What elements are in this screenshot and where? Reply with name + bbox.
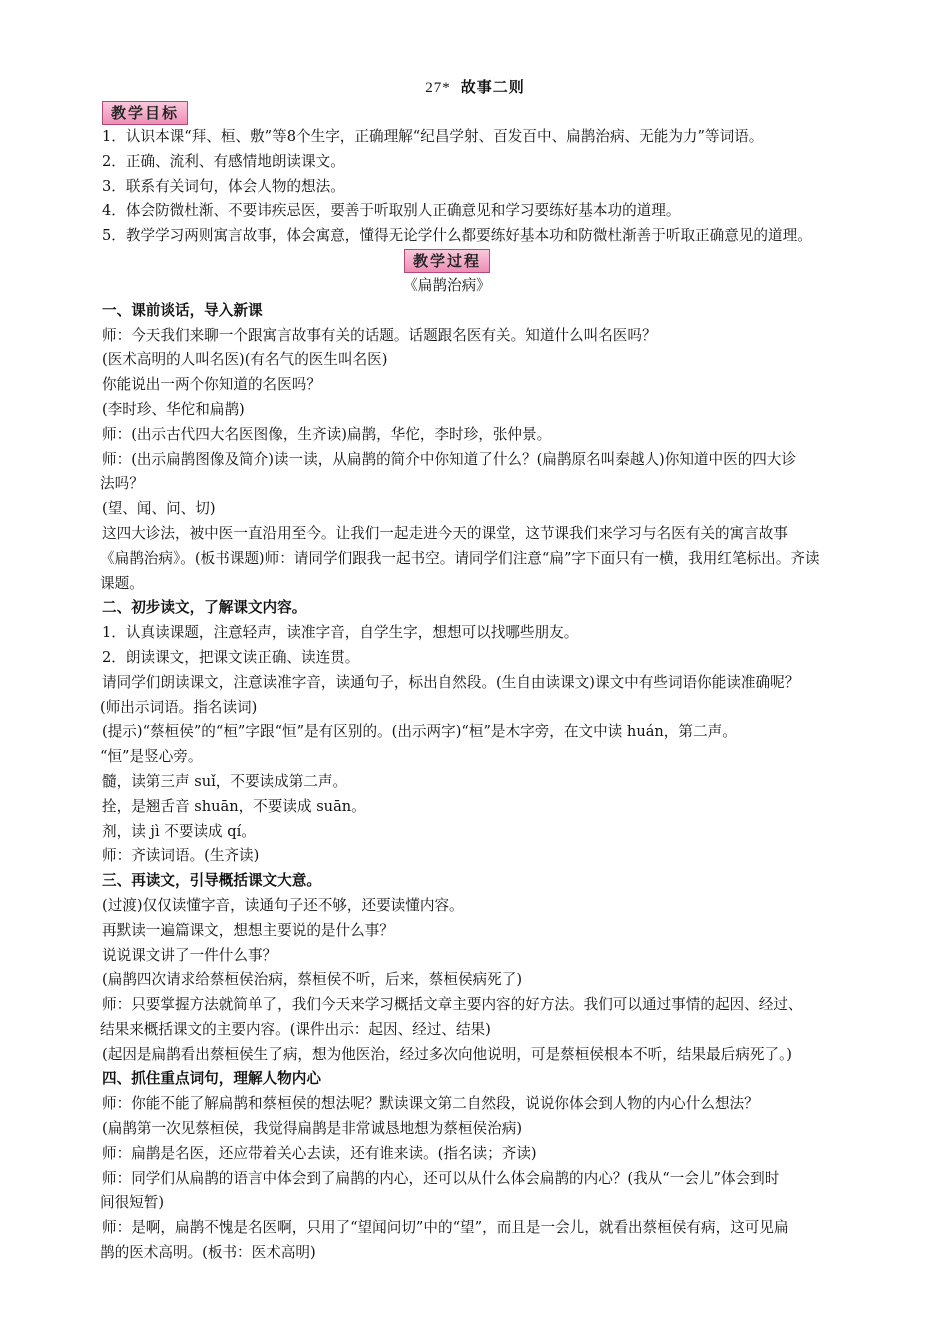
paragraph-line: 这四大诊法，被中医一直沿用至今。让我们一起走进今天的课堂，这节课我们来学习与名医有关的寓言故事 [102, 524, 788, 542]
goal-item: 2．正确、流利、有感情地朗读课文。 [102, 152, 345, 170]
section-heading: 二、初步读文，了解课文内容。 [102, 599, 307, 617]
paragraph-line: (扁鹊第一次见蔡桓侯，我觉得扁鹊是非常诚恳地想为蔡桓侯治病) [102, 1120, 523, 1138]
section-heading: 三、再读文，引导概括课文大意。 [102, 872, 321, 890]
process-content [102, 299, 892, 1266]
paragraph-line: “恒”是竖心旁。 [100, 748, 203, 766]
section-heading: 一、课前谈话，导入新课 [102, 301, 263, 319]
paragraph-line: 师：(出示扁鹊图像及简介)读一读，从扁鹊的简介中你知道了什么？(扁鹊原名叫秦越人)你知道中医的四大诊 [102, 450, 797, 468]
goal-item: 5．教学学习两则寓言故事，体会寓意，懂得无论学什么都要练好基本功和防微杜渐善于听取正确意见的道理。 [102, 227, 812, 245]
lesson-title [0, 76, 950, 97]
lesson-title-text: 故事二则 [460, 78, 525, 96]
paragraph-line: 2．朗读课文，把课文读正确、读连贯。 [102, 648, 360, 666]
paragraph-line: 课题。 [100, 574, 144, 592]
paragraph-line: (过渡)仅仅读懂字音，读通句子还不够，还要读懂内容。 [102, 896, 464, 914]
lesson-number: 27* [425, 80, 451, 96]
paragraph-line: 拴，是翘舌音 shuān，不要读成 suān。 [102, 797, 366, 815]
paragraph-line: 剂，读 jì 不要读成 qí。 [102, 822, 256, 840]
paragraph-line: 师：是啊，扁鹊不愧是名医啊，只用了“望闻问切”中的“望”，而且是一会儿，就看出蔡桓侯有病，这可见扁 [102, 1219, 789, 1237]
paragraph-line: 你能说出一两个你知道的名医吗？ [102, 376, 321, 394]
paragraph-line: (起因是扁鹊看出蔡桓侯生了病，想为他医治，经过多次向他说明，可是蔡桓侯根本不听，结果最后病死了。) [102, 1045, 792, 1063]
paragraph-line: 髓，读第三声 suǐ，不要读成第二声。 [102, 772, 348, 790]
paragraph-line: 请同学们朗读课文，注意读准字音，读通句子，标出自然段。(生自由读课文)课文中有些词语你能读准确呢？ [102, 673, 800, 691]
paragraph-line: 《扁鹊治病》。(板书课题)师：请同学们跟我一起书空。请同学们注意“扁”字下面只有一横，我用红笔标出。齐读 [100, 549, 820, 567]
paragraph-line: 师：扁鹊是名医，还应带着关心去读，还有谁来读。(指名读；齐读) [102, 1144, 537, 1162]
story-title: 《扁鹊治病》 [403, 276, 491, 294]
paragraph-line: 再默读一遍篇课文，想想主要说的是什么事？ [102, 921, 394, 939]
goal-item: 4．体会防微杜渐、不要讳疾忌医，要善于听取别人正确意见和学习要练好基本功的道理。 [102, 202, 681, 220]
paragraph-line: (医术高明的人叫名医)(有名气的医生叫名医) [102, 351, 388, 369]
paragraph-line: 师：今天我们来聊一个跟寓言故事有关的话题。话题跟名医有关。知道什么叫名医吗？ [102, 326, 657, 344]
paragraph-line: 师：(出示古代四大名医图像，生齐读)扁鹊，华佗，李时珍，张仲景。 [102, 425, 552, 443]
paragraph-line: 法吗？ [100, 475, 144, 493]
paragraph-line: (提示)“蔡桓侯”的“桓”字跟“恒”是有区别的。(出示两字)“桓”是木字旁，在文中读 huán，第二声。 [102, 723, 737, 741]
paragraph-line: (李时珍、华佗和扁鹊) [102, 400, 245, 418]
document-body [102, 100, 892, 1266]
section-badge-process: 教学过程 [404, 249, 490, 273]
paragraph-line: 结果来概括课文的主要内容。(课件出示：起因、经过、结果) [100, 1020, 491, 1038]
paragraph-line: (望、闻、问、切) [102, 500, 216, 518]
goals-list [102, 125, 892, 249]
paragraph-line: 1．认真读课题，注意轻声，读准字音，自学生字，想想可以找哪些朋友。 [102, 624, 579, 642]
section-badge-goals: 教学目标 [102, 101, 188, 125]
paragraph-line: 间很短暂) [100, 1194, 165, 1212]
paragraph-line: 鹊的医术高明。(板书：医术高明) [100, 1244, 316, 1262]
goal-item: 3．联系有关词句，体会人物的想法。 [102, 177, 345, 195]
goal-item: 1．认识本课“拜、桓、敷”等8个生字，正确理解“纪昌学射、百发百中、扁鹊治病、无能为力”等词语。 [102, 128, 764, 145]
paragraph-line: (扁鹊四次请求给蔡桓侯治病，蔡桓侯不听，后来，蔡桓侯病死了) [102, 971, 523, 989]
paragraph-line: 说说课文讲了一件什么事？ [102, 946, 278, 964]
paragraph-line: 师：你能不能了解扁鹊和蔡桓侯的想法呢？默读课文第二自然段，说说你体会到人物的内心什么想法？ [102, 1095, 759, 1113]
paragraph-line: 师：齐读词语。(生齐读) [102, 847, 260, 865]
paragraph-line: 师：同学们从扁鹊的语言中体会到了扁鹊的内心，还可以从什么体会扁鹊的内心？(我从“一会儿”体会到时 [102, 1169, 780, 1187]
paragraph-line: 师：只要掌握方法就简单了，我们今天来学习概括文章主要内容的好方法。我们可以通过事情的起因、经过、 [102, 996, 803, 1014]
paragraph-line: (师出示词语。指名读词) [100, 698, 258, 716]
section-heading: 四、抓住重点词句，理解人物内心 [102, 1070, 321, 1088]
